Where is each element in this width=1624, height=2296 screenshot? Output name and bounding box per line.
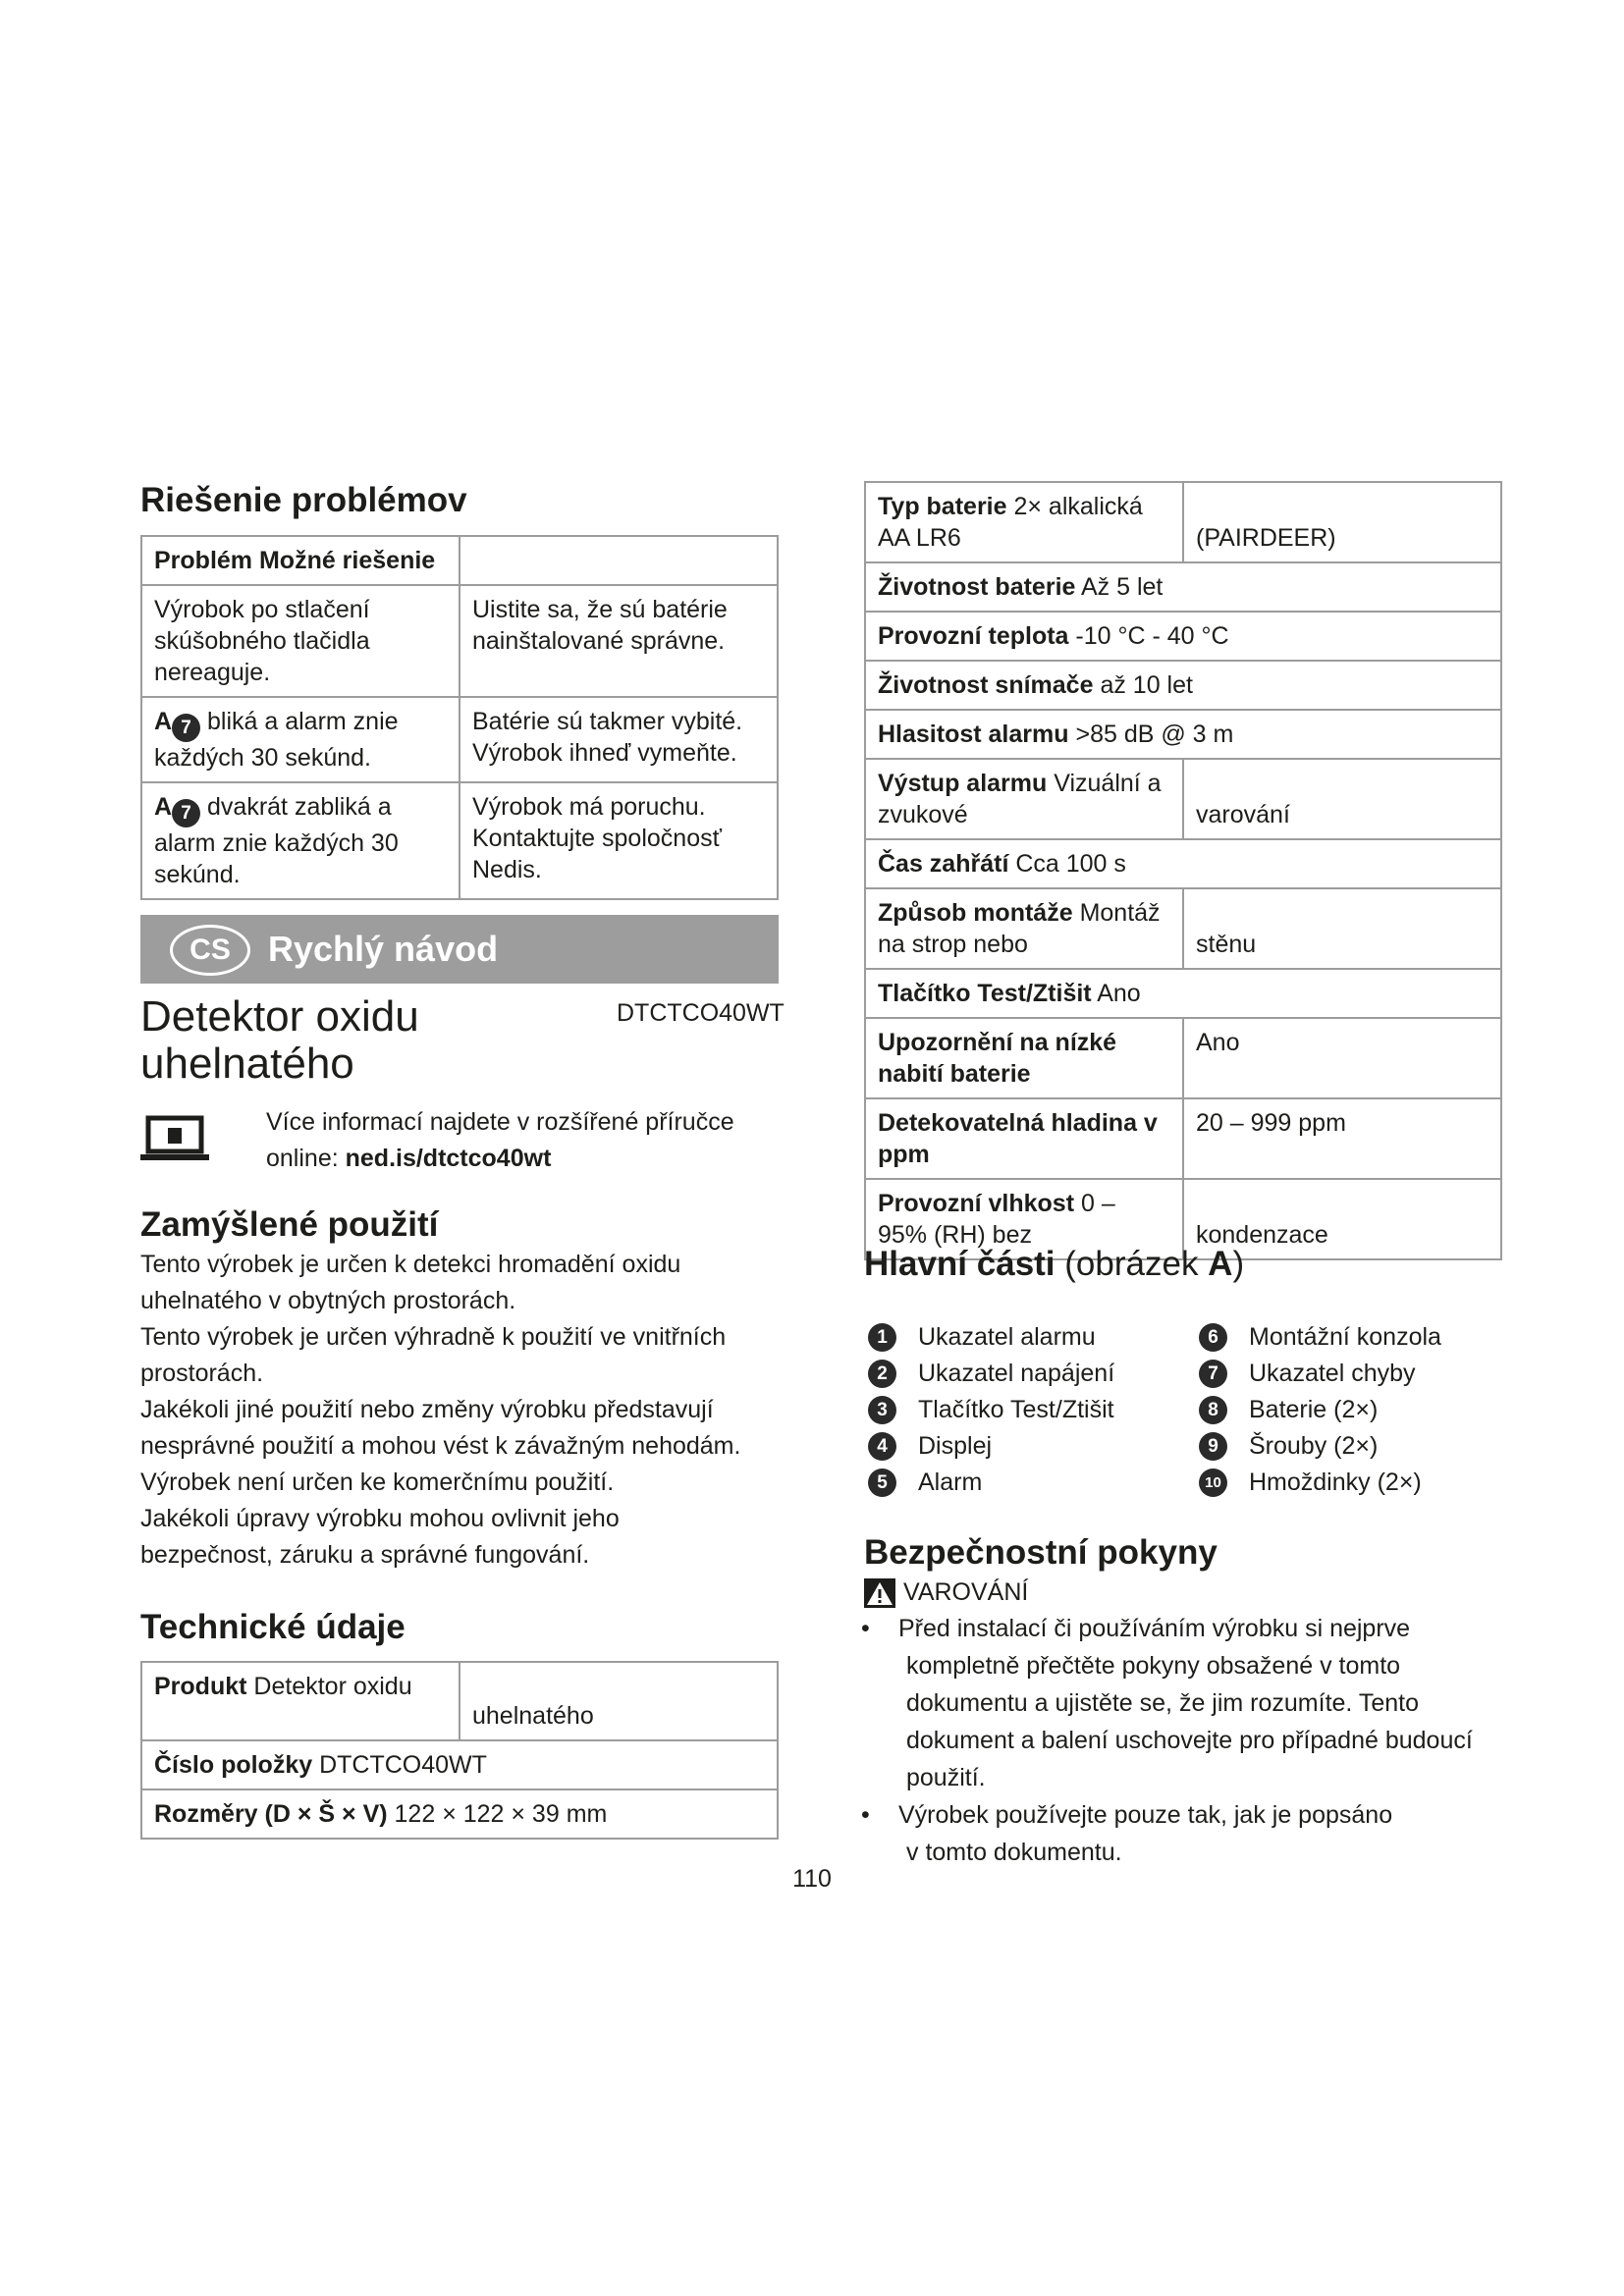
list-item: • Výrobek používejte pouze tak, jak je popsáno v tomto dokumentu. xyxy=(857,1796,1505,1871)
badge-7-icon: 7 xyxy=(172,799,200,828)
list-item: 6 Montážní konzola xyxy=(1199,1319,1503,1356)
warning-icon xyxy=(864,1578,895,1608)
spec-cell: Čas zahřátí Cca 100 s xyxy=(865,839,1501,888)
number-8-icon: 8 xyxy=(1199,1396,1227,1424)
laptop-icon xyxy=(140,1114,209,1163)
list-item: 2 Ukazatel napájení xyxy=(868,1356,1163,1392)
troubleshooting-heading: Riešenie problémov xyxy=(140,481,467,519)
problem-cell: Výrobok po stlačení skúšobného tlačidla nereaguje. xyxy=(141,585,460,697)
solution-cell: Batérie sú takmer vybité. Výrobok ihneď vymeňte. xyxy=(460,697,778,782)
main-parts-heading: Hlavní části (obrázek A) xyxy=(864,1245,1245,1283)
spec-cell: Provozní vlhkost 0 – 95% (RH) bez xyxy=(865,1179,1183,1259)
number-7-icon: 7 xyxy=(1199,1360,1227,1388)
model-number: DTCTCO40WT xyxy=(617,999,785,1027)
spec-value-cell: 20 – 999 ppm xyxy=(1183,1098,1501,1179)
intended-use-text: Tento výrobek je určen k detekci hromadění oxidu uhelnatého v obytných prostorách. Tento výrobek je určen výhradně k použití ve vnitřních prostorách. Jakékoli jiné použití nebo změny výrobku představují nesprávné použití a mohou vést k závažným nehodám. Výrobek není určen ke komerčnímu použití. Jakékoli úpravy výrobku mohou ovlivnit jeho bezpečnost, záruku a správné fungování. xyxy=(140,1251,741,1569)
quick-guide-banner xyxy=(140,915,779,984)
spec-value-cell: uhelnatého xyxy=(460,1662,778,1740)
spec-value-cell: (PAIRDEER) xyxy=(1183,482,1501,562)
parts-list-right xyxy=(1199,1319,1503,1501)
page-number: 110 xyxy=(792,1865,832,1893)
banner-title: Rychlý návod xyxy=(268,929,499,969)
spec-cell: Rozměry (D × Š × V) 122 × 122 × 39 mm xyxy=(141,1789,778,1839)
spec-cell: Typ baterie 2× alkalická AA LR6 xyxy=(865,482,1183,562)
spec-value-cell: Ano xyxy=(1183,1018,1501,1098)
list-item: 8 Baterie (2×) xyxy=(1199,1392,1503,1428)
number-2-icon: 2 xyxy=(868,1360,896,1388)
parts-list-left xyxy=(868,1319,1163,1501)
tech-data-heading: Technické údaje xyxy=(140,1608,406,1646)
solution-cell: Výrobok má poruchu. Kontaktujte spoločnosť Nedis. xyxy=(460,782,778,899)
list-item: 10 Hmoždinky (2×) xyxy=(1199,1465,1503,1501)
list-item: • Před instalací či používáním výrobku si nejprve kompletně přečtěte pokyny obsažené v tomto dokumentu a ujistěte se, že jim rozumíte. Tento dokument a balení uschovejte pro případné budoucí použití. xyxy=(857,1610,1505,1796)
list-item: 4 Displej xyxy=(868,1428,1163,1465)
spec-cell: Číslo položky DTCTCO40WT xyxy=(141,1740,778,1789)
spec-cell: Životnost baterie Až 5 let xyxy=(865,562,1501,612)
spec-cell: Hlasitost alarmu >85 dB @ 3 m xyxy=(865,710,1501,759)
safety-heading: Bezpečnostní pokyny xyxy=(864,1533,1218,1572)
list-item: 5 Alarm xyxy=(868,1465,1163,1501)
spec-cell: Produkt Detektor oxidu xyxy=(141,1662,460,1740)
list-item: 7 Ukazatel chyby xyxy=(1199,1356,1503,1392)
problem-cell: A 7 dvakrát zabliká a alarm znie každých 30 sekúnd. xyxy=(141,782,460,899)
table-header-cell-empty xyxy=(460,536,778,585)
spec-value-cell: kondenzace xyxy=(1183,1179,1501,1259)
spec-cell: Životnost snímače až 10 let xyxy=(865,661,1501,710)
spec-cell: Výstup alarmu Vizuální a zvukové xyxy=(865,759,1183,839)
table-header-cell: Problém Možné riešenie xyxy=(141,536,460,585)
solution-cell: Uistite sa, že sú batérie nainštalované správne. xyxy=(460,585,778,697)
spec-label-cell: Detekovatelná hladina v ppm xyxy=(865,1098,1183,1179)
number-3-icon: 3 xyxy=(868,1396,896,1424)
number-5-icon: 5 xyxy=(868,1468,896,1497)
list-item: 9 Šrouby (2×) xyxy=(1199,1428,1503,1465)
language-badge: CS xyxy=(170,925,250,976)
info-link[interactable]: ned.is/dtctco40wt xyxy=(345,1145,552,1172)
more-info-text: Více informací najdete v rozšířené příručce online: ned.is/dtctco40wt xyxy=(266,1108,734,1172)
warning-label: VAROVÁNÍ xyxy=(903,1578,1029,1606)
product-title: Detektor oxidu uhelnatého xyxy=(140,992,419,1088)
spec-value-cell: stěnu xyxy=(1183,888,1501,969)
badge-7-icon: 7 xyxy=(172,714,200,742)
list-item: 1 Ukazatel alarmu xyxy=(868,1319,1163,1356)
number-1-icon: 1 xyxy=(868,1323,896,1352)
spec-label-cell: Upozornění na nízké nabití baterie xyxy=(865,1018,1183,1098)
problem-cell: A 7 bliká a alarm znie každých 30 sekúnd. xyxy=(141,697,460,782)
number-4-icon: 4 xyxy=(868,1432,896,1461)
safety-list xyxy=(857,1610,1505,1871)
number-6-icon: 6 xyxy=(1199,1323,1227,1352)
spec-value-cell: varování xyxy=(1183,759,1501,839)
troubleshooting-table xyxy=(140,535,779,900)
tech-data-table xyxy=(140,1661,779,1840)
number-9-icon: 9 xyxy=(1199,1432,1227,1461)
list-item: 3 Tlačítko Test/Ztišit xyxy=(868,1392,1163,1428)
spec-cell: Tlačítko Test/Ztišit Ano xyxy=(865,969,1501,1018)
spec-cell: Provozní teplota -10 °C - 40 °C xyxy=(865,612,1501,661)
spec-table xyxy=(864,481,1502,1260)
intended-use-heading: Zamýšlené použití xyxy=(140,1205,439,1244)
spec-cell: Způsob montáže Montáž na strop nebo xyxy=(865,888,1183,969)
number-10-icon: 10 xyxy=(1199,1468,1227,1497)
